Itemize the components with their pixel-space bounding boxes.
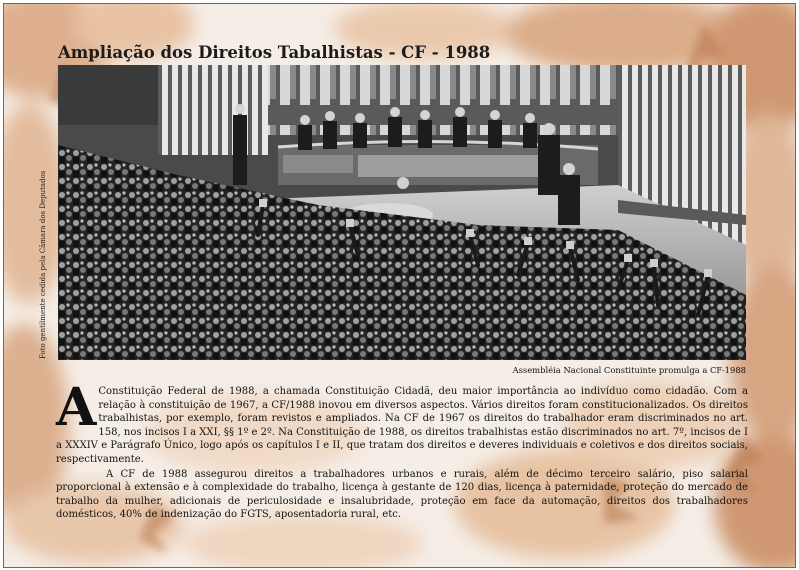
- article-body: [56, 377, 748, 522]
- page-title: Ampliação dos Direitos Tabalhistas - CF - 1988: [58, 43, 491, 62]
- page-frame: [3, 3, 796, 568]
- assembly-photo-image: [58, 65, 746, 360]
- article-paragraph-2: A CF de 1988 assegurou direitos a trabalhadores urbanos e rurais, além de décimo terceiro salário, piso salarial proporcional à extensão e à complexidade do trabalho, licença à gestante de 120 dias, licença à paternidade, proteção do mercado de trabalho da mulher, adicionais de periculosidade e insalubridade, proteção em face da automação, direitos dos trabalhadores domésticos, 40% de indenização do FGTS, aposentadoria rural, etc.: [56, 468, 748, 521]
- drop-cap: A: [56, 377, 97, 438]
- photo-caption: Assembléia Nacional Constituinte promulga a CF-1988: [512, 365, 746, 375]
- article-paragraph-1: Constituição Federal de 1988, a chamada Constituição Cidadã, deu maior importância ao indivíduo como cidadão. Com a relação à constituição de 1967, a CF/1988 inovou em diversos aspectos. Vários direitos foram constitucionalizados. Os direitos trabalhistas, por exemplo, foram revistos e ampliados. Na CF de 1967 os direitos do trabalhador eram discriminados no art. 158, nos incisos I a XXI, §§ 1º e 2º. Na Constituição de 1988, os direitos trabalhistas estão discriminados no art. 7º, incisos de I a XXXIV e Parágrafo Único, logo após os capítulos I e II, que tratam dos direitos e deveres individuais e coletivos e dos direitos sociais, respectivamente.: [56, 386, 748, 465]
- photo-credit: Foto gentilmente cedida pela Câmara dos Deputados: [39, 170, 47, 359]
- assembly-photo: [58, 65, 746, 360]
